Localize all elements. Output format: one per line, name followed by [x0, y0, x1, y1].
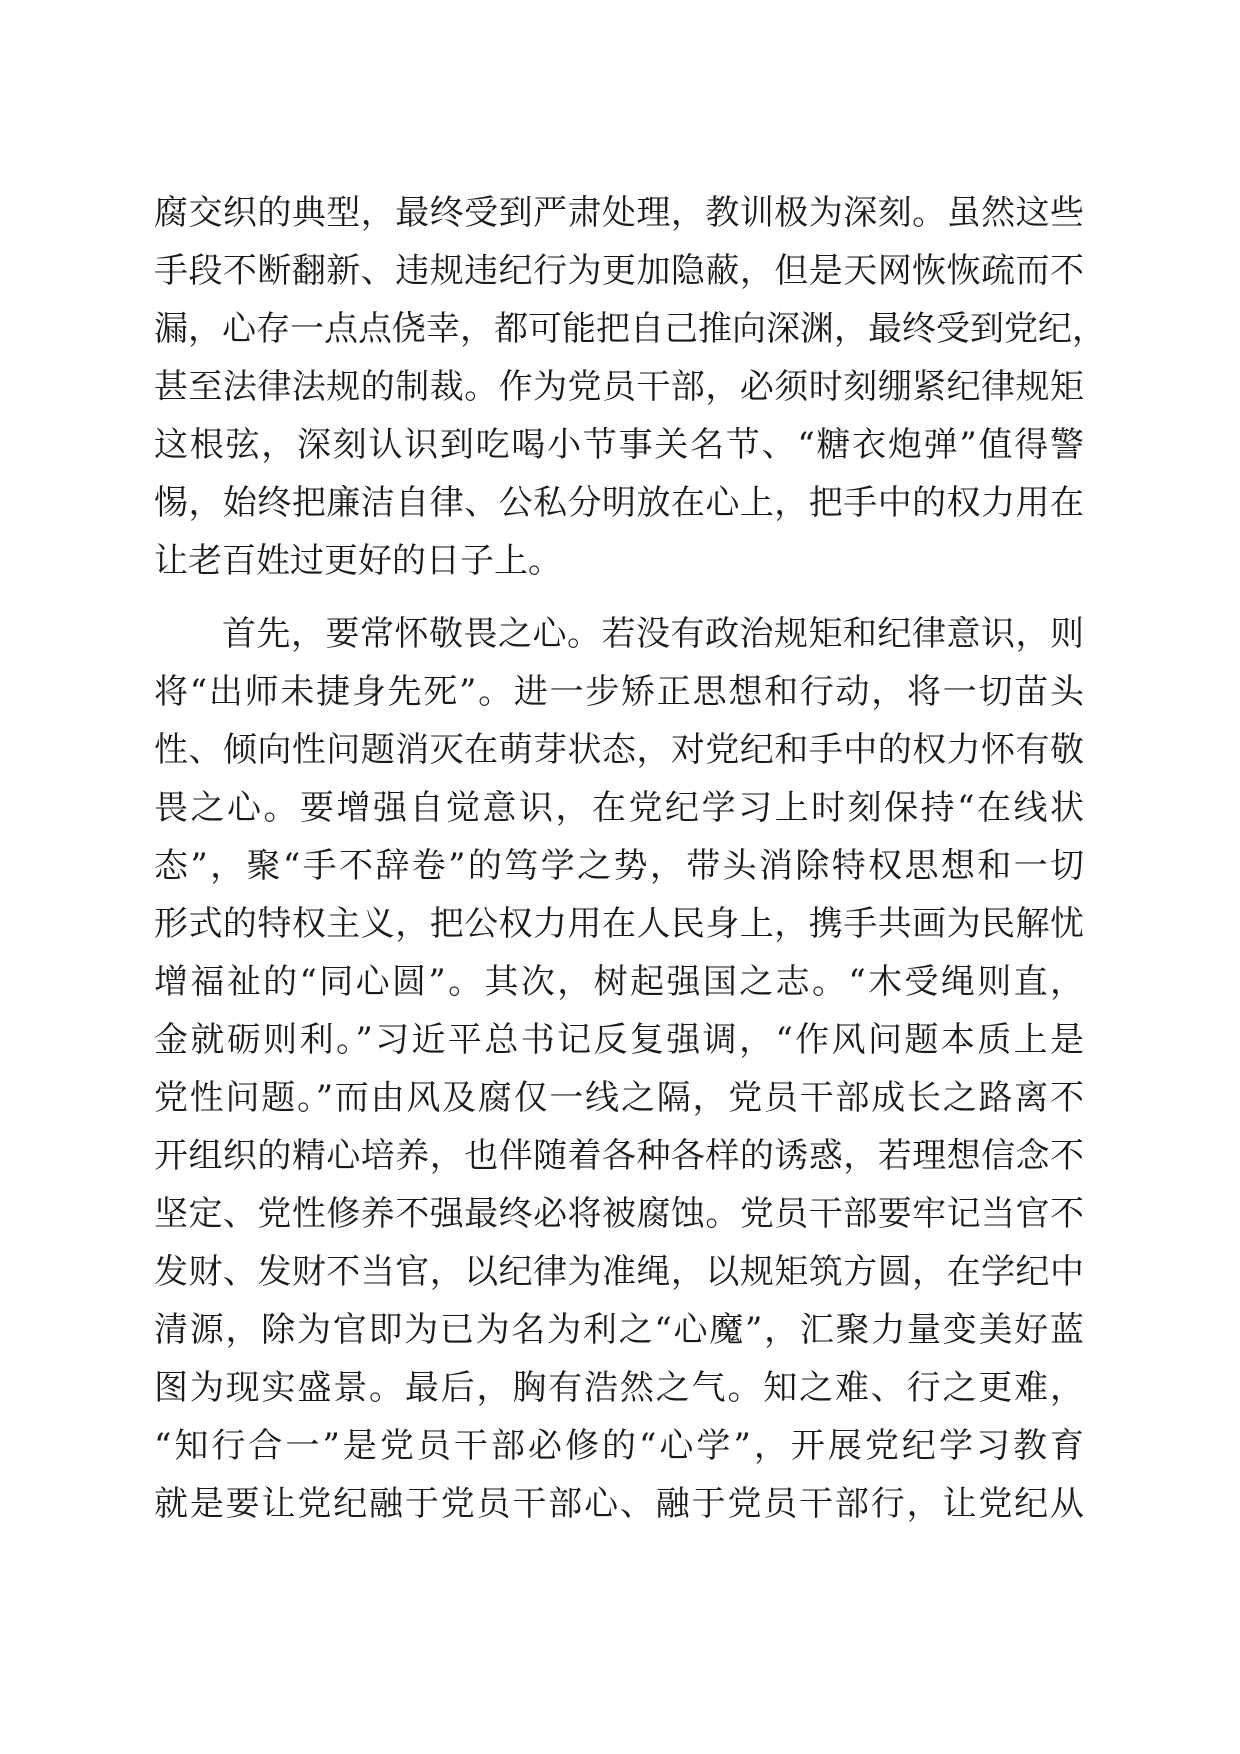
text-line: 清源，除为官即为已为名为利之“心魔”，汇聚力量变美好蓝: [154, 1310, 1084, 1350]
text-line: 首先，要常怀敬畏之心。若没有政治规矩和纪律意识，则: [222, 614, 1084, 654]
text-line: 漏，心存一点点侥幸，都可能把自己推向深渊，最终受到党纪，: [154, 309, 1106, 349]
text-line: 甚至法律法规的制裁。作为党员干部，必须时刻绷紧纪律规矩: [154, 367, 1084, 407]
text-line: 增福祉的“同心圆”。其次，树起强国之志。“木受绳则直，: [154, 962, 1084, 1002]
text-line: 金就砺则利。”习近平总书记反复强调，“作风问题本质上是: [154, 1020, 1084, 1060]
text-line: 性、倾向性问题消灭在萌芽状态，对党纪和手中的权力怀有敬: [154, 730, 1084, 770]
text-line: 发财、发财不当官，以纪律为准绳，以规矩筑方圆，在学纪中: [154, 1252, 1084, 1292]
paragraph-spacer: [154, 590, 1084, 605]
text-line: 腐交织的典型，最终受到严肃处理，教训极为深刻。虽然这些: [154, 193, 1084, 233]
text-line: 手段不断翻新、违规违纪行为更加隐蔽，但是天网恢恢疏而不: [154, 251, 1084, 291]
text-line: “知行合一”是党员干部必修的“心学”，开展党纪学习教育: [154, 1426, 1084, 1466]
text-line: 惕，始终把廉洁自律、公私分明放在心上，把手中的权力用在: [154, 483, 1084, 523]
body-text: [154, 184, 1106, 1533]
text-line: 坚定、党性修养不强最终必将被腐蚀。党员干部要牢记当官不: [154, 1194, 1084, 1234]
text-line: 让老百姓过更好的日子上。: [154, 541, 562, 581]
text-line: 态”，聚“手不辞卷”的笃学之势，带头消除特权思想和一切: [154, 846, 1084, 886]
paragraph-2: [154, 605, 1084, 1533]
text-line: 就是要让党纪融于党员干部心、融于党员干部行，让党纪从: [154, 1484, 1084, 1524]
text-line: 图为现实盛景。最后，胸有浩然之气。知之难、行之更难，: [154, 1368, 1084, 1408]
paragraph-1: [154, 184, 1106, 590]
text-line: 畏之心。要增强自觉意识，在党纪学习上时刻保持“在线状: [154, 788, 1084, 828]
text-line: 将“出师未捷身先死”。进一步矫正思想和行动，将一切苗头: [154, 672, 1084, 712]
text-line: 开组织的精心培养，也伴随着各种各样的诱惑，若理想信念不: [154, 1136, 1084, 1176]
text-line: 形式的特权主义，把公权力用在人民身上，携手共画为民解忧: [154, 904, 1084, 944]
text-line: 党性问题。”而由风及腐仅一线之隔，党员干部成长之路离不: [154, 1078, 1084, 1118]
text-line: 这根弦，深刻认识到吃喝小节事关名节、“糖衣炮弹”值得警: [154, 425, 1084, 465]
